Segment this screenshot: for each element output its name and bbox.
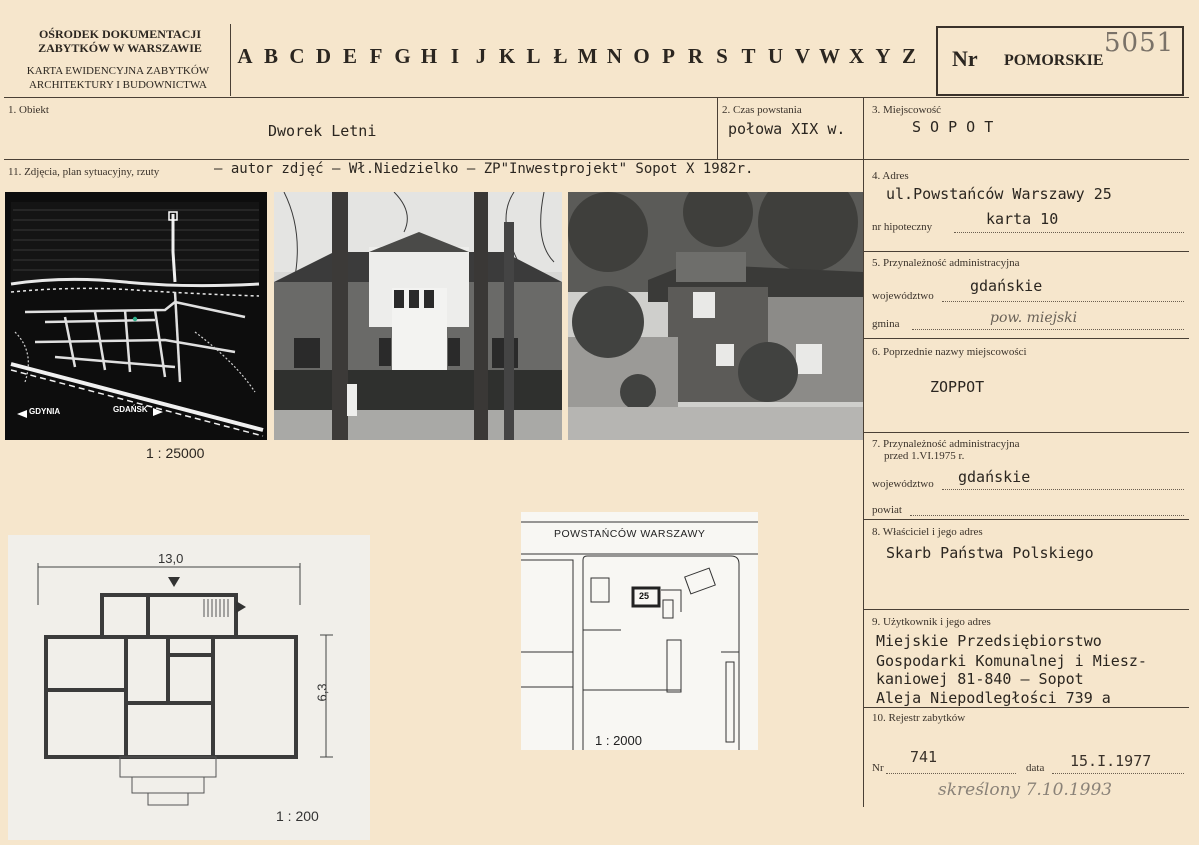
przynaleznosc-label: 5. Przynależność administracyjna <box>872 257 1020 269</box>
institution-line2: ZABYTKÓW W WARSZAWIE <box>38 41 202 55</box>
przed1975-label1: 7. Przynależność administracyjna <box>872 438 1020 450</box>
letter-9: I <box>450 44 460 68</box>
hipoteczny-label: nr hipoteczny <box>872 221 933 233</box>
floorplan-scale: 1 : 200 <box>276 808 319 824</box>
site-plan <box>521 512 758 750</box>
rejestr-nr-value: 741 <box>910 748 938 766</box>
map-label-gdynia: GDYNIA <box>29 407 61 416</box>
uzytkownik-line3: kaniowej 81-840 – Sopot <box>876 670 1084 688</box>
siteplan-street: POWSTAŃCÓW WARSZAWY <box>554 528 706 540</box>
powiat-label: powiat <box>872 504 902 516</box>
floor-plan <box>8 535 370 840</box>
institution-line1: OŚRODEK DOKUMENTACJI <box>38 27 202 41</box>
przed1975-label2: przed 1.VI.1975 r. <box>884 450 965 462</box>
floorplan-depth-dim: 6,3 <box>314 683 330 702</box>
struck-note: skreślony 7.10.1993 <box>938 780 1113 800</box>
wojewodztwo-1975-label: województwo <box>872 478 934 490</box>
letter-4: D <box>315 44 332 68</box>
letter-15: N <box>606 44 623 68</box>
letter-5: E <box>342 44 357 68</box>
map-label-gdansk: GDAŃSK <box>113 405 148 414</box>
uzytkownik-line1: Miejskie Przedsiębiorstwo <box>876 632 1102 650</box>
miejscowosc-value: S O P O T <box>912 118 994 136</box>
zdjecia-value: – autor zdjęć – Wł.Niedzielko – ZP"Inwestprojekt" Sopot X 1982r. <box>214 161 754 177</box>
letter-index <box>232 44 922 69</box>
siteplan-number: 25 <box>639 591 650 601</box>
location-map <box>5 192 267 440</box>
letter-3: C <box>289 44 305 68</box>
gmina-value: pow. miejski <box>990 310 1078 326</box>
letter-25: Y <box>875 44 891 68</box>
adres-value: ul.Powstańców Warszawy 25 <box>886 185 1112 203</box>
letter-7: G <box>394 44 411 68</box>
handwritten-number: 5051 <box>1104 28 1175 58</box>
uzytkownik-line4: Aleja Niepodległości 739 a <box>876 689 1111 707</box>
zdjecia-label: 11. Zdjęcia, plan sytuacyjny, rzuty <box>8 166 160 178</box>
letter-23: W <box>819 44 840 68</box>
czas-label: 2. Czas powstania <box>722 104 802 116</box>
nr-label: Nr <box>952 46 978 71</box>
letter-19: S <box>716 44 728 68</box>
letter-2: B <box>263 44 278 68</box>
poprzednie-value: ZOPPOT <box>930 378 985 396</box>
letter-21: U <box>767 44 784 68</box>
wojewodztwo-1975-value: gdańskie <box>958 468 1031 486</box>
letter-24: X <box>848 44 865 68</box>
card-type-line1: KARTA EWIDENCYJNA ZABYTKÓW <box>26 65 210 77</box>
rejestr-label: 10. Rejestr zabytków <box>872 712 966 724</box>
uzytkownik-line2: Gospodarki Komunalnej i Miesz- <box>876 652 1147 670</box>
nr-voivodeship: POMORSKIE <box>1004 52 1104 69</box>
letter-14: M <box>577 44 598 68</box>
floorplan-width-dim: 13,0 <box>158 551 184 566</box>
letter-17: P <box>662 44 675 68</box>
rejestr-data-label: data <box>1026 762 1045 774</box>
map-scale: 1 : 25000 <box>146 445 205 461</box>
card-type-line2: ARCHITEKTURY I BUDOWNICTWA <box>28 79 208 91</box>
letter-12: L <box>526 44 541 68</box>
letter-11: K <box>498 44 516 68</box>
siteplan-scale: 1 : 2000 <box>595 733 642 748</box>
wojewodztwo-value: gdańskie <box>970 277 1043 295</box>
letter-6: F <box>369 44 383 68</box>
letter-16: O <box>633 44 650 68</box>
letter-20: T <box>741 44 756 68</box>
photo-wooden-house-icon <box>568 192 863 440</box>
letter-18: R <box>687 44 704 68</box>
wojewodztwo-label: województwo <box>872 290 934 302</box>
obiekt-label: 1. Obiekt <box>8 104 49 116</box>
photo-villa-front-icon <box>274 192 562 440</box>
miejscowosc-label: 3. Miejscowość <box>872 104 942 116</box>
rejestr-nr-label: Nr <box>872 762 884 774</box>
adres-label: 4. Adres <box>872 170 909 182</box>
letter-10: J <box>475 44 487 68</box>
letter-8: H <box>420 44 438 68</box>
gmina-label: gmina <box>872 318 900 330</box>
rejestr-data-value: 15.I.1977 <box>1070 752 1152 770</box>
wlasciciel-label: 8. Właściciel i jego adres <box>872 526 983 538</box>
obiekt-value: Dworek Letni <box>268 122 377 140</box>
czas-value: połowa XIX w. <box>728 120 846 138</box>
poprzednie-label: 6. Poprzednie nazwy miejscowości <box>872 346 1027 358</box>
letter-1: A <box>237 44 253 68</box>
hipoteczny-value: karta 10 <box>986 210 1059 228</box>
uzytkownik-label: 9. Użytkownik i jego adres <box>872 616 991 628</box>
letter-26: Z <box>901 44 916 68</box>
letter-22: V <box>794 44 811 68</box>
letter-13: Ł <box>553 44 568 68</box>
wlasciciel-value: Skarb Państwa Polskiego <box>886 544 1094 562</box>
